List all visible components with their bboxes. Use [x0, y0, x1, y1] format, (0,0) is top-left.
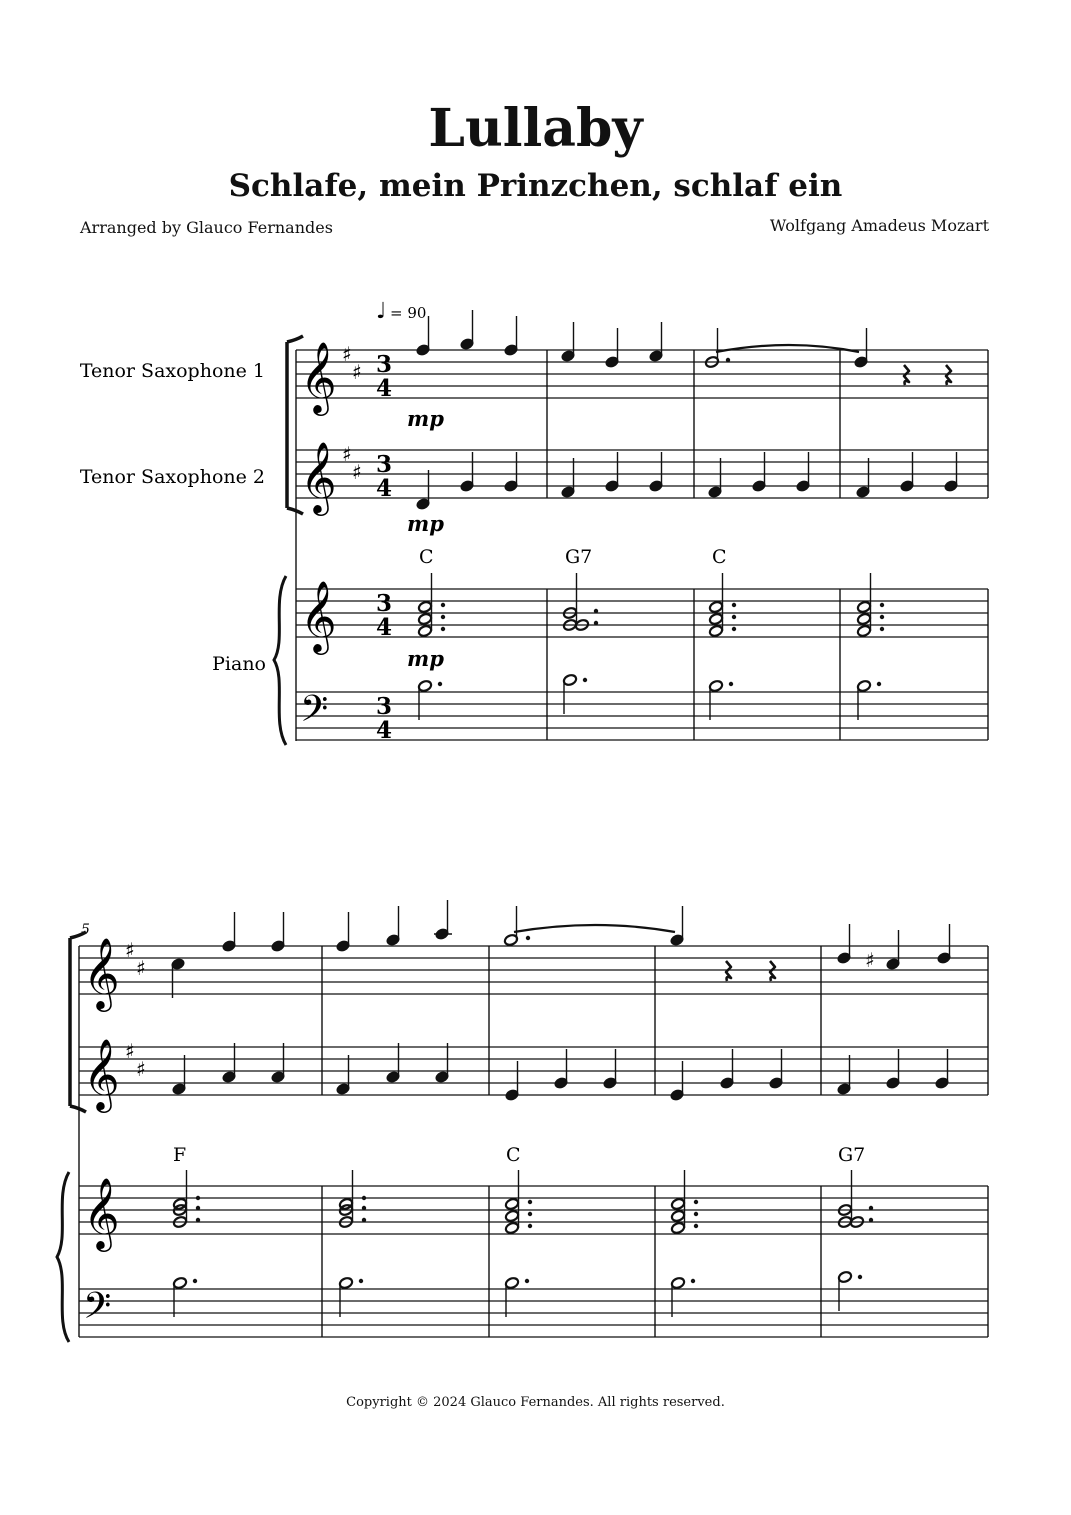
notes-sax2-system-1 [416, 452, 958, 510]
dynamic-piano: mp [407, 646, 444, 671]
staff-sax1 [296, 350, 988, 398]
tempo-note-symbol: ♩ [376, 299, 387, 324]
staff-sax2 [79, 1047, 988, 1095]
measure-number: 5 [81, 922, 90, 938]
treble-clef-sax2: 𝄞 [300, 440, 337, 513]
time-sig-top: 3 [375, 590, 393, 617]
composer-credit: Wolfgang Amadeus Mozart [769, 216, 989, 235]
time-sig-bottom: 4 [375, 475, 393, 502]
treble-clef-piano: 𝄞 [83, 1176, 120, 1249]
instrument-label-sax1: Tenor Saxophone 1 [79, 360, 265, 382]
barlines-system-1 [547, 350, 988, 740]
accidental-sharp: ♯ [865, 948, 875, 972]
key-sharp: ♯ [342, 342, 352, 366]
bass-clef-piano: 𝄢 [83, 1285, 112, 1336]
key-sharp: ♯ [136, 956, 146, 980]
barlines-system-2 [322, 946, 988, 1337]
system-2 [57, 900, 988, 1342]
chord-symbol: C [506, 1144, 521, 1166]
chord-symbol: C [419, 546, 434, 568]
notes-piano-bass-system-1 [417, 673, 881, 720]
chord-symbol: G7 [838, 1144, 866, 1166]
treble-clef-sax1: 𝄞 [300, 340, 337, 413]
tempo-marking: = 90 [390, 304, 427, 322]
tie [514, 925, 675, 932]
time-sig-bottom: 4 [375, 717, 393, 744]
dynamic-sax2: mp [407, 511, 444, 536]
notes-sax2-system-2 [172, 1043, 949, 1101]
notes-piano-bass-system-2 [172, 1270, 862, 1317]
staff-sax2 [296, 450, 988, 498]
key-sharp: ♯ [352, 460, 362, 484]
key-sharp: ♯ [342, 442, 352, 466]
staff-sax1 [79, 946, 988, 994]
time-sig-bottom: 4 [375, 375, 393, 402]
chord-symbol: F [173, 1144, 187, 1166]
notes-sax1-system-2 [171, 900, 951, 998]
time-sig-top: 3 [375, 351, 393, 378]
chords-piano-treble-system-2 [172, 1170, 873, 1235]
staff-piano-treble [296, 589, 988, 637]
tie [716, 345, 859, 352]
system-1 [80, 299, 988, 745]
score-title: Lullaby [428, 98, 643, 159]
time-sig-bottom: 4 [375, 614, 393, 641]
dynamic-sax1: mp [407, 406, 444, 431]
score-subtitle: Schlafe, mein Prinzchen, schlaf ein [228, 168, 843, 204]
staff-piano-bass [79, 1289, 988, 1337]
piano-brace [57, 1172, 69, 1342]
treble-clef-sax1: 𝄞 [83, 936, 120, 1009]
key-sharp: ♯ [125, 1039, 135, 1063]
key-sharp: ♯ [125, 938, 135, 962]
copyright-notice: Copyright © 2024 Glauco Fernandes. All rights reserved. [346, 1395, 725, 1410]
arranger-credit: Arranged by Glauco Fernandes [80, 218, 333, 237]
instrument-label-piano: Piano [212, 653, 266, 675]
instrument-label-sax2: Tenor Saxophone 2 [79, 466, 265, 488]
time-sig-top: 3 [375, 693, 393, 720]
bass-clef-piano: 𝄢 [300, 688, 329, 739]
chord-symbol: G7 [565, 546, 593, 568]
treble-clef-piano: 𝄞 [300, 579, 337, 652]
staff-piano-bass [296, 692, 988, 740]
chord-symbol: C [712, 546, 727, 568]
chords-piano-treble-system-1 [417, 573, 884, 638]
piano-brace [274, 576, 286, 745]
key-sharp: ♯ [136, 1057, 146, 1081]
treble-clef-sax2: 𝄞 [83, 1037, 120, 1110]
time-sig-top: 3 [375, 451, 393, 478]
key-sharp: ♯ [352, 360, 362, 384]
